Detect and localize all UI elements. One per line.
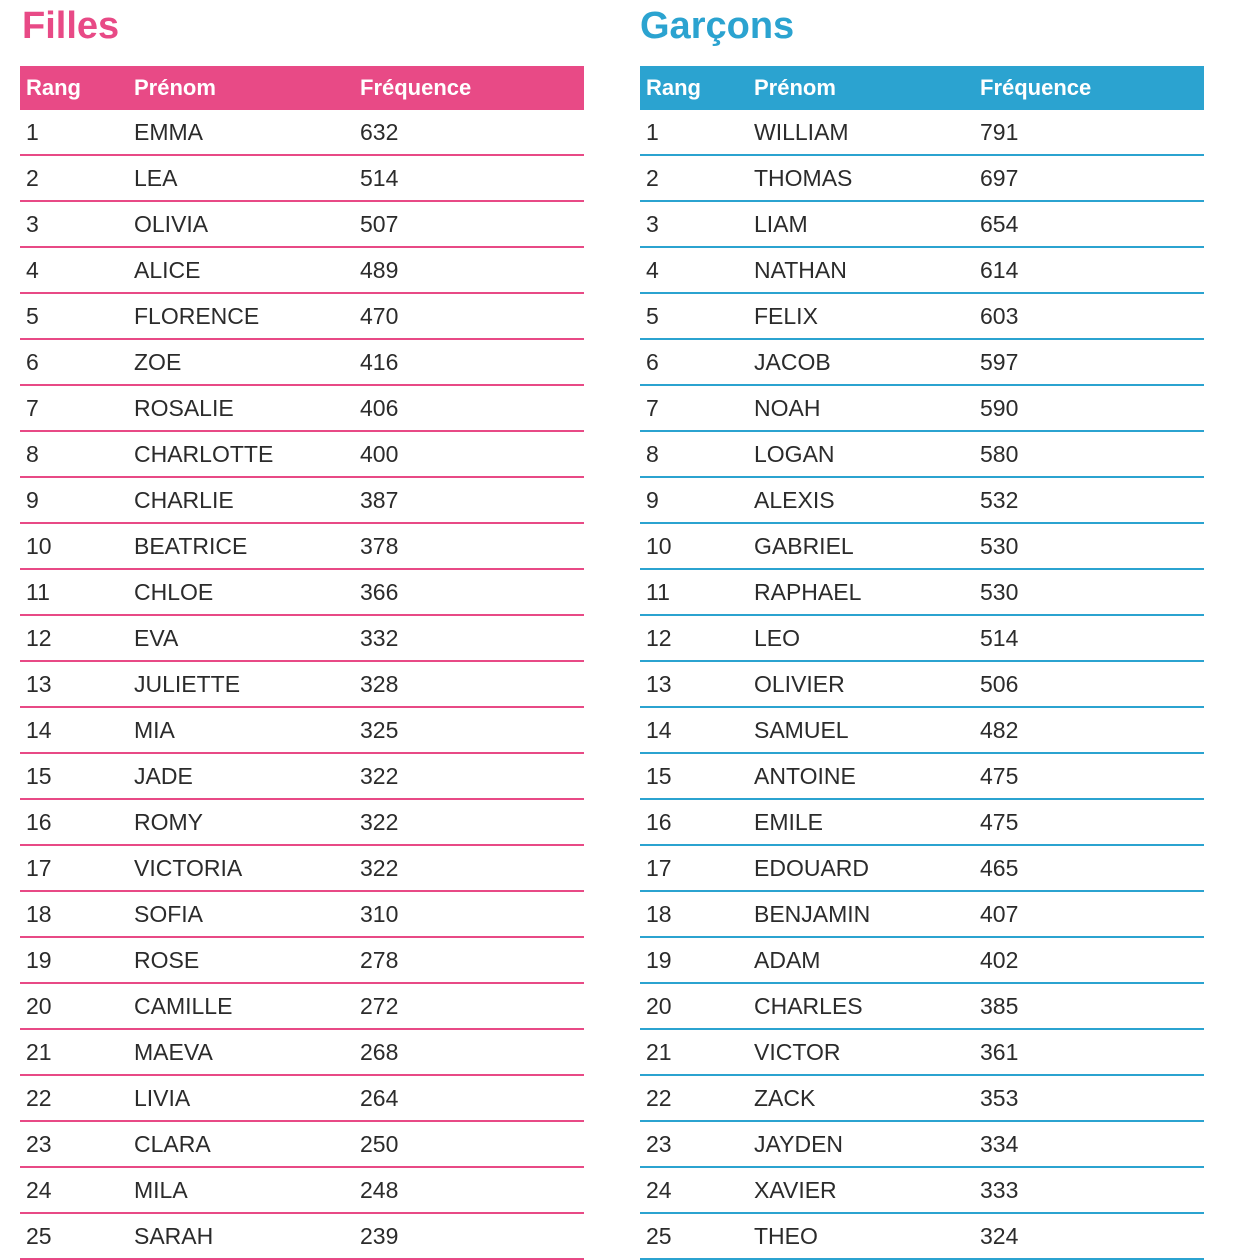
table-row [640,892,1204,938]
frequency-cell: 385 [980,992,1019,1019]
boys-header-frequency: Fréquence [980,75,1092,100]
table-row [640,248,1204,294]
name-cell: THOMAS [754,164,853,191]
table-row [640,1030,1204,1076]
frequency-cell: 264 [360,1084,399,1111]
rank-cell: 24 [646,1176,672,1203]
rank-cell: 15 [26,762,52,789]
name-cell: CLARA [134,1130,211,1157]
frequency-cell: 406 [360,394,399,421]
rank-cell: 7 [646,394,659,421]
girls-table-body [20,110,584,1260]
name-cell: CHARLES [754,992,863,1019]
name-cell: EDOUARD [754,854,870,881]
name-cell: OLIVIER [754,670,845,697]
name-cell: CHARLIE [134,486,234,513]
name-cell: BEATRICE [134,532,248,559]
table-row [640,524,1204,570]
frequency-cell: 322 [360,854,399,881]
table-row [20,1030,584,1076]
name-cell: ALEXIS [754,486,835,513]
name-cell: ANTOINE [754,762,856,789]
table-row [640,570,1204,616]
frequency-cell: 580 [980,440,1019,467]
frequency-cell: 470 [360,302,399,329]
girls-header-frequency: Fréquence [360,75,472,100]
rank-cell: 23 [646,1130,672,1157]
table-row [640,294,1204,340]
name-cell: MAEVA [134,1038,213,1065]
frequency-cell: 310 [360,900,399,927]
frequency-cell: 597 [980,348,1019,375]
rank-cell: 3 [26,210,39,237]
name-cell: ZOE [134,348,182,375]
name-cell: VICTOR [754,1038,841,1065]
table-row [20,248,584,294]
name-cell: JACOB [754,348,831,375]
frequency-cell: 530 [980,532,1019,559]
frequency-cell: 654 [980,210,1019,237]
boys-title-wrap [640,0,1204,66]
frequency-cell: 334 [980,1130,1019,1157]
rank-cell: 21 [646,1038,672,1065]
table-row [640,1122,1204,1168]
rank-cell: 12 [26,624,52,651]
rank-cell: 16 [646,808,672,835]
girls-table-header [20,66,584,110]
name-cell: OLIVIA [134,210,209,237]
name-cell: GABRIEL [754,532,854,559]
rank-cell: 13 [646,670,672,697]
rank-cell: 1 [646,118,659,145]
boys-table-body [640,110,1204,1260]
frequency-cell: 532 [980,486,1019,513]
name-cell: FELIX [754,302,818,329]
rank-cell: 22 [26,1084,52,1111]
rank-cell: 5 [646,302,659,329]
table-row [20,1122,584,1168]
rank-cell: 2 [26,164,39,191]
table-row [640,202,1204,248]
table-row [20,432,584,478]
name-cell: RAPHAEL [754,578,862,605]
rank-cell: 18 [26,900,52,927]
frequency-cell: 278 [360,946,399,973]
rank-cell: 12 [646,624,672,651]
name-cell: JULIETTE [134,670,241,697]
table-row [20,800,584,846]
frequency-cell: 465 [980,854,1019,881]
rank-cell: 4 [26,256,39,283]
rank-cell: 8 [26,440,39,467]
girls-header-name: Prénom [134,75,216,100]
frequency-cell: 482 [980,716,1019,743]
frequency-cell: 489 [360,256,399,283]
name-cell: ZACK [754,1084,816,1111]
name-cell: WILLIAM [754,118,849,145]
rank-cell: 17 [26,854,52,881]
table-row [640,110,1204,156]
table-row [640,432,1204,478]
table-row [20,938,584,984]
table-row [640,708,1204,754]
rank-cell: 13 [26,670,52,697]
frequency-cell: 361 [980,1038,1019,1065]
name-cell: LIVIA [134,1084,191,1111]
table-row [20,1214,584,1260]
frequency-cell: 239 [360,1222,399,1249]
rank-cell: 24 [26,1176,52,1203]
table-row [640,156,1204,202]
frequency-cell: 387 [360,486,399,513]
rank-cell: 20 [646,992,672,1019]
rank-cell: 20 [26,992,52,1019]
table-row [20,616,584,662]
rank-cell: 6 [26,348,39,375]
name-cell: NOAH [754,394,821,421]
table-row [20,708,584,754]
frequency-cell: 507 [360,210,399,237]
name-cell: ROSALIE [134,394,234,421]
name-cell: LOGAN [754,440,835,467]
name-cell: VICTORIA [134,854,243,881]
boys-title: Garçons [640,5,795,47]
name-cell: MILA [134,1176,188,1203]
table-row [20,524,584,570]
name-cell: THEO [754,1222,818,1249]
rank-cell: 14 [26,716,52,743]
name-cell: EMMA [134,118,203,145]
name-cell: JADE [134,762,193,789]
frequency-cell: 250 [360,1130,399,1157]
frequency-cell: 603 [980,302,1019,329]
name-cell: LEO [754,624,801,651]
name-cell: EVA [134,624,179,651]
rank-cell: 19 [26,946,52,973]
frequency-cell: 328 [360,670,399,697]
table-row [20,846,584,892]
boys-table-header [640,66,1204,110]
rank-cell: 6 [646,348,659,375]
frequency-cell: 530 [980,578,1019,605]
table-row [20,662,584,708]
boys-header-name: Prénom [754,75,836,100]
name-cell: MIA [134,716,175,743]
frequency-cell: 324 [980,1222,1019,1249]
frequency-cell: 514 [360,164,399,191]
rank-cell: 4 [646,256,659,283]
rank-cell: 14 [646,716,672,743]
frequency-cell: 248 [360,1176,399,1203]
rank-cell: 21 [26,1038,52,1065]
name-cell: ROSE [134,946,200,973]
name-cell: BENJAMIN [754,900,871,927]
table-row [640,938,1204,984]
rank-cell: 11 [26,578,50,605]
rank-cell: 18 [646,900,672,927]
frequency-cell: 332 [360,624,399,651]
frequency-cell: 322 [360,762,399,789]
table-row [640,662,1204,708]
frequency-cell: 402 [980,946,1019,973]
frequency-cell: 400 [360,440,399,467]
rank-cell: 19 [646,946,672,973]
table-row [640,340,1204,386]
boys-header-rank: Rang [646,75,701,100]
girls-title-wrap [20,0,584,66]
rank-cell: 5 [26,302,39,329]
name-cell: LIAM [754,210,808,237]
boys-panel [640,0,1204,1260]
table-row [640,386,1204,432]
table-row [20,1076,584,1122]
girls-panel [20,0,584,1260]
frequency-cell: 590 [980,394,1019,421]
name-cell: LEA [134,164,178,191]
rank-cell: 8 [646,440,659,467]
name-cell: CHLOE [134,578,214,605]
frequency-cell: 697 [980,164,1019,191]
girls-title: Filles [22,5,120,47]
rank-cell: 10 [646,532,672,559]
frequency-cell: 333 [980,1176,1019,1203]
frequency-cell: 475 [980,808,1019,835]
rank-cell: 15 [646,762,672,789]
name-cell: NATHAN [754,256,847,283]
table-row [640,984,1204,1030]
name-cell: SOFIA [134,900,204,927]
table-row [20,202,584,248]
rank-cell: 25 [26,1222,52,1249]
girls-header-rank: Rang [26,75,81,100]
rank-cell: 23 [26,1130,52,1157]
frequency-cell: 325 [360,716,399,743]
rank-cell: 17 [646,854,672,881]
name-cell: CHARLOTTE [134,440,274,467]
frequency-cell: 506 [980,670,1019,697]
frequency-cell: 632 [360,118,399,145]
frequency-cell: 268 [360,1038,399,1065]
rank-cell: 10 [26,532,52,559]
frequency-cell: 407 [980,900,1019,927]
table-row [640,846,1204,892]
table-row [20,478,584,524]
table-row [20,754,584,800]
name-cell: CAMILLE [134,992,233,1019]
frequency-cell: 378 [360,532,399,559]
name-cell: ROMY [134,808,203,835]
table-row [20,156,584,202]
table-row [20,892,584,938]
table-row [640,1076,1204,1122]
table-row [20,570,584,616]
name-cell: EMILE [754,808,824,835]
rank-cell: 2 [646,164,659,191]
rank-cell: 9 [646,486,659,513]
name-cell: ALICE [134,256,201,283]
table-row [640,1214,1204,1260]
rank-cell: 7 [26,394,39,421]
table-row [640,754,1204,800]
rank-cell: 25 [646,1222,672,1249]
rank-cell: 1 [26,118,39,145]
table-row [20,984,584,1030]
frequency-cell: 514 [980,624,1019,651]
rank-cell: 9 [26,486,39,513]
name-cell: SARAH [134,1222,214,1249]
table-row [20,110,584,156]
table-row [640,1168,1204,1214]
table-row [640,478,1204,524]
frequency-cell: 322 [360,808,399,835]
rank-cell: 16 [26,808,52,835]
table-row [20,340,584,386]
table-row [20,1168,584,1214]
table-row [20,294,584,340]
frequency-cell: 416 [360,348,399,375]
name-cell: SAMUEL [754,716,849,743]
frequency-cell: 614 [980,256,1019,283]
table-row [20,386,584,432]
frequency-cell: 366 [360,578,399,605]
frequency-cell: 791 [980,118,1019,145]
rank-cell: 22 [646,1084,672,1111]
frequency-cell: 272 [360,992,399,1019]
frequency-cell: 475 [980,762,1019,789]
frequency-cell: 353 [980,1084,1019,1111]
rank-cell: 3 [646,210,659,237]
name-cell: ADAM [754,946,821,973]
name-cell: XAVIER [754,1176,837,1203]
table-row [640,800,1204,846]
rank-cell: 11 [646,578,670,605]
name-cell: JAYDEN [754,1130,844,1157]
table-row [640,616,1204,662]
name-cell: FLORENCE [134,302,260,329]
